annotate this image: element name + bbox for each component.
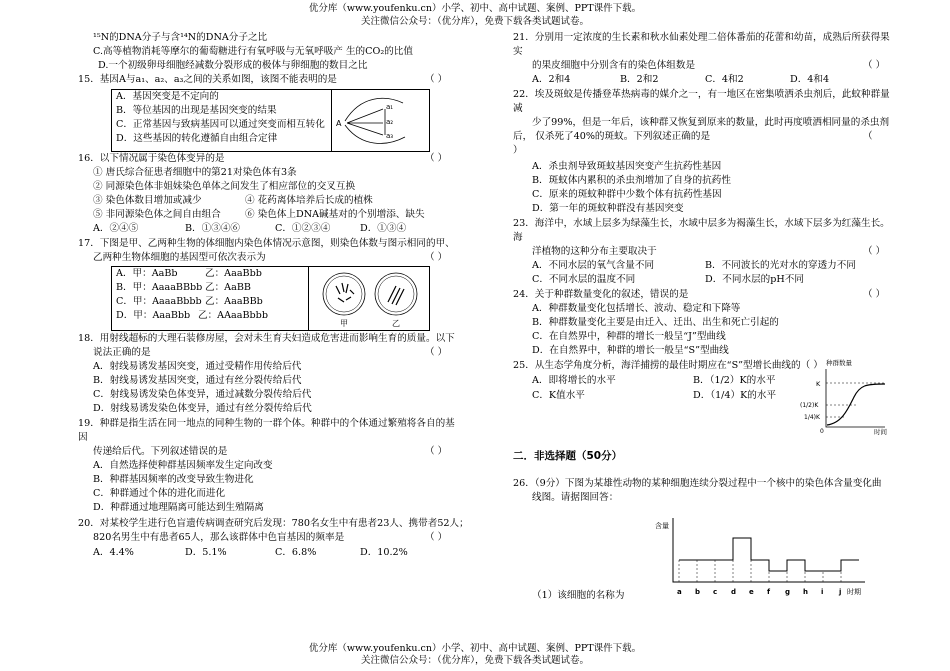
q21-option-d: D．4和4 [790,74,830,85]
q20-paren: （ ） [425,532,448,543]
q14-tail-2: C.高等植物消耗等摩尔的葡萄糖进行有氧呼吸与无氧呼吸产 生的CO₂的比值 [93,46,413,57]
q16-item-1: ① 唐氏综合征患者细胞中的第21对染色体有3条 [93,167,297,178]
q16-option-a: A．②④⑤ [93,223,139,234]
q21-option-a: A．2和4 [532,74,571,85]
q16-option-b: B．①③④⑥ [185,223,241,234]
q22-option-d: D．第一年的斑蚊种群没有基因突变 [532,203,684,214]
q22-option-c: C．原来的斑蚊种群中少数个体有抗药性基因 [532,189,722,200]
q18-option-c: C．射线易诱发染色体变异，通过减数分裂传给后代 [93,389,312,400]
header-line-2: 关注微信公众号：（优分库），免费下载各类试题试卷。 [360,16,589,27]
q23-option-d: D．不同水层的pH不同 [705,274,804,285]
q17-paren: （ ） [425,252,448,263]
header-line-1: 优分库（www.youfenku.cn）小学、初中、高中试题、案例、PPT课件下载。 [308,3,642,14]
chart-tick-f: f [767,588,771,596]
gene-a3-label: a₃ [386,132,394,140]
q19-option-c: C．种群通过个体的进化而进化 [93,488,226,499]
q21-option-c: C．4和2 [705,74,744,85]
q19-paren: （ ） [425,446,448,457]
q18-option-a: A．射线易诱发基因突变，通过受精作用传给后代 [93,361,302,372]
q24-paren: （ ） [863,289,886,300]
q22-stem-2: 减 [513,103,523,114]
q17-option-c-yi: 乙：AaaBBb [205,296,263,307]
q21-stem-1: 21．分别用一定浓度的生长素和秋水仙素处理二倍体番茄的花蕾和幼苗，成熟后所获得果 [513,32,890,43]
q15-gene-figure [331,89,428,150]
q24-option-a: A．种群数量变化包括增长、波动、稳定和下降等 [532,303,741,314]
q20-option-a: A．4.4% [93,547,134,558]
footer-line-1: 优分库（www.youfenku.cn）小学、初中、高中试题、案例、PPT课件下载。 [308,643,642,654]
q19-option-d: D．种群通过地理隔离可能达到生殖隔离 [93,502,264,513]
q18-stem-1: 18．用射线超标的大理石装修房屋，会对未生育夫妇造成危害进而影响生育的质量。以下 [78,333,455,344]
chart-tick-c: c [713,588,718,596]
q17-option-d-jia: D．甲：AaaBbb [116,310,191,321]
footer-line-2: 关注微信公众号：（优分库），免费下载各类试题试卷。 [360,655,589,666]
q17-option-a-yi: 乙：AaaBbb [205,268,262,279]
q17-stem-1: 17．下图是甲、乙两种生物的体细胞内染色体情况示意图，则染色体数与图示相同的甲、 [78,238,455,249]
q26-stem-1: 26．（9分）下图为某雄性动物的某种细胞连续分裂过程中一个核中的染色体含量变化曲 [513,478,882,489]
cell-yi-label: 乙 [392,319,400,328]
s-curve-k-label: K [816,380,821,388]
q22-paren-close: ） [513,145,523,156]
q25-option-b: B．（1/2）K的水平 [693,375,776,386]
q16-item-3: ③ 染色体数目增加或减少 [93,195,202,206]
q23-option-c: C．不同水层的温度不同 [532,274,636,285]
q16-paren: （ ） [425,153,448,164]
chart-series-line [679,538,859,571]
chart-tick-d: d [731,588,737,596]
s-curve-half-k-label: (1/2)K [800,402,819,409]
q21-paren: （ ） [863,60,886,71]
q21-option-b: B．2和2 [620,74,659,85]
q15-stem: 15．基因A与a₁、a₂、a₃之间的关系如图，该图不能表明的是 [78,74,337,85]
chart-tick-a: a [677,588,682,596]
s-curve-title: 种群数量 [826,359,852,367]
chart-tick-b: b [695,588,701,596]
q15-option-c: C．正常基因与致病基因可以通过突变而相互转化 [116,119,325,130]
q19-stem-2: 因 [78,432,88,443]
q20-option-b: D．5.1% [185,547,227,558]
gene-a1-label: a₁ [386,103,394,111]
q17-cells-figure [308,266,428,329]
q16-option-d: D．①③④ [360,223,407,234]
q16-item-2: ② 同源染色体非姐妹染色单体之间发生了相应部位的交叉互换 [93,181,356,192]
q21-stem-2: 实 [513,46,523,57]
q18-option-b: B．射线易诱发基因突变，通过有丝分裂传给后代 [93,375,302,386]
q25-option-c: C．K值水平 [532,390,585,401]
gene-a2-label: a₂ [386,118,394,126]
q25-s-curve-figure [800,357,890,435]
q23-option-b: B．不同波长的光对水的穿透力不同 [705,260,856,271]
q22-stem-1: 22．埃及斑蚊是传播登革热病毒的媒介之一，有一地区在密集喷洒杀虫剂后，此蚊种群量 [513,89,890,100]
q24-option-b: B．种群数量变化主要是由迁入、迁出、出生和死亡引起的 [532,317,779,328]
s-curve-line [827,384,885,425]
q15-option-a: A．基因突变是不定向的 [116,91,219,102]
chart-x-label: 时期 [847,588,861,596]
q26-stem-2: 线图。请据图回答： [532,492,619,503]
q23-option-a: A．不同水层的氧气含量不同 [532,260,655,271]
q17-option-c-jia: C．甲：AaaaBbbb [116,296,202,307]
q25-option-d: D．（1/4）K的水平 [693,390,777,401]
q19-stem-3: 传递给后代。下列叙述错误的是 [93,446,228,457]
q17-stem-2: 乙两种生物体细胞的基因型可依次表示为 [93,252,266,263]
q25-option-a: A．即将增长的水平 [532,375,616,386]
cell-jia [323,273,365,315]
chart-y-label: 含量 [655,522,669,530]
q23-stem-2: 海 [513,232,523,243]
s-curve-x-label: 时间 [874,428,887,435]
cell-yi [375,273,417,315]
q18-stem-2: 说法正确的是 [93,347,151,358]
q24-option-c: C．在自然界中，种群的增长一般呈“J”型曲线 [532,331,726,342]
q20-stem-2: 820名男生中有患者65人，那么该群体中色盲基因的频率是 [93,532,345,543]
q22-option-b: B．斑蚊体内累积的杀虫剂增加了自身的抗药性 [532,175,731,186]
chart-tick-e: e [749,588,754,596]
q24-stem: 24．关于种群数量变化的叙述，错误的是 [513,289,689,300]
q21-stem-3: 的果皮细胞中分别含有的染色体组数是 [532,60,696,71]
q22-paren-open: （ [863,131,873,142]
q16-item-5: ⑤ 非同源染色体之间自由组合 [93,209,221,220]
q19-option-b: B．种群基因频率的改变导致生物进化 [93,474,254,485]
s-curve-quarter-k-label: 1/4)K [804,414,820,421]
q22-option-a: A．杀虫剂导致斑蚊基因突变产生抗药性基因 [532,161,722,172]
q16-item-4: ④ 花药离体培养后长成的植株 [245,195,373,206]
q14-tail-1: ¹⁵N的DNA分子与含¹⁴N的DNA分子之比 [93,32,268,43]
q20-option-d: D．10.2% [360,547,408,558]
q15-option-d: D．这些基因的转化遵循自由组合定律 [116,133,278,144]
q20-stem-1: 20．对某校学生进行色盲遗传病调查研究后发现：780名女生中有患者23人、携带者52人； [78,518,469,529]
q16-stem: 16．以下情况属于染色体变异的是 [78,153,225,164]
chart-tick-h: h [803,588,808,596]
q16-option-c: C．①②③④ [275,223,331,234]
q23-stem-1: 23．海洋中，水域上层多为绿藻生长，水域中层多为褐藻生长，水域下层多为红藻生长。 [513,218,890,229]
q23-paren: （ ） [863,246,886,257]
q18-option-d: D．射线易诱发染色体变异，通过有丝分裂传给后代 [93,403,312,414]
q26-chromosome-chart [655,510,875,596]
chart-tick-i: i [821,588,824,596]
q14-tail-3: D.一个初级卵母细胞经减数分裂形成的极体与卵细胞的数目之比 [98,60,368,71]
gene-a-label: A [336,119,342,128]
q24-option-d: D．在自然界中，种群的增长一般呈“S”型曲线 [532,345,729,356]
chart-tick-g: g [785,588,791,596]
q19-option-a: A．自然选择使种群基因频率发生定向改变 [93,460,273,471]
q20-option-c: C．6.8% [275,547,317,558]
s-curve-origin-label: 0 [820,428,824,435]
q25-stem: 25．从生态学角度分析，海洋捕捞的最佳时期应在“S”型增长曲线的（ ） [513,360,823,371]
q18-paren: （ ） [425,347,448,358]
q17-option-b-jia: B．甲：AaaaBBbb [116,282,203,293]
q17-option-d-yi: 乙：AAaaBbbb [198,310,268,321]
q19-stem-1: 19．种群是指生活在同一地点的同种生物的一群个体。种群中的个体通过繁殖将各自的基 [78,418,455,429]
q26-question-1: （1）该细胞的名称为 [532,590,625,601]
chart-tick-j: j [839,588,842,596]
q15-option-b: B．等位基因的出现是基因突变的结果 [116,105,277,116]
q17-option-b-yi: 乙：AaBB [205,282,251,293]
q22-stem-3: 少了99%，但是一年后，该种群又恢复到原来的数量，此时再度喷洒相同量的杀虫剂 [532,117,890,128]
q15-paren: （ ） [425,74,448,85]
q17-option-a-jia: A．甲：AaBb [116,268,178,279]
q22-stem-4: 后， 仅杀死了40%的斑蚊。下列叙述正确的是 [513,131,711,142]
cell-jia-label: 甲 [340,319,348,328]
q23-stem-3: 洋植物的这种分布主要取决于 [532,246,657,257]
q16-item-6: ⑥ 染色体上DNA碱基对的个别增添、缺失 [245,209,425,220]
section-nonchoice-title: 二．非选择题（50分） [513,450,623,462]
